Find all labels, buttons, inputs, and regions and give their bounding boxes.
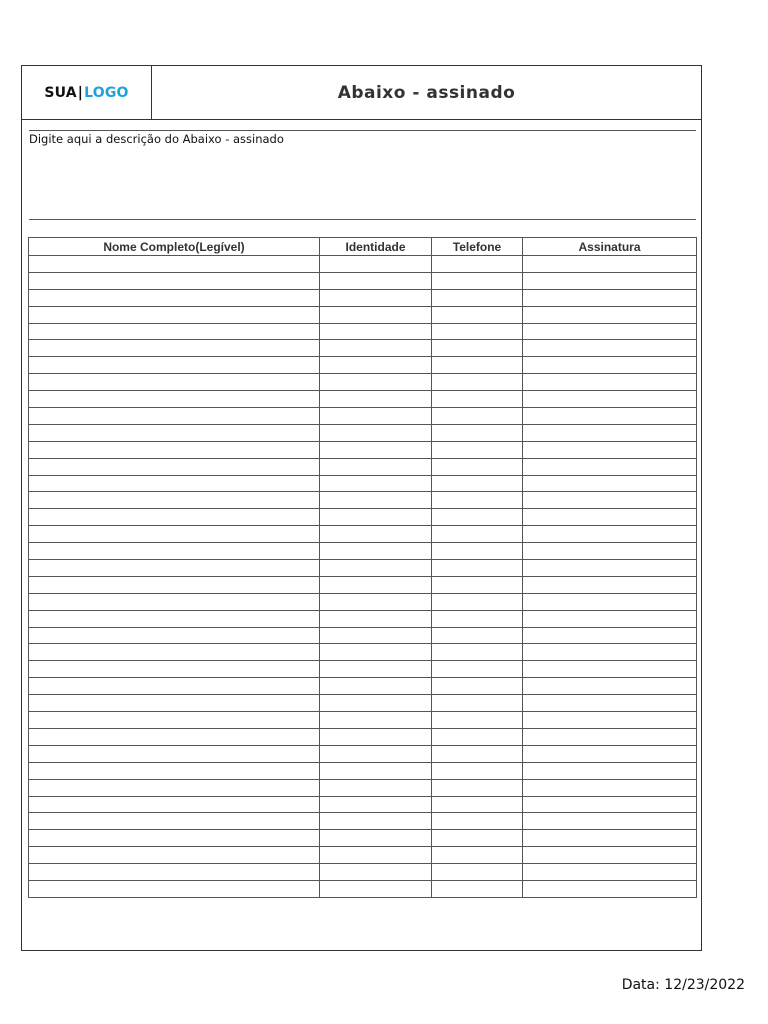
name-cell[interactable]: [29, 728, 320, 745]
description-text: Digite aqui a descrição do Abaixo - assinado: [29, 132, 284, 146]
name-cell[interactable]: [29, 880, 320, 897]
table-row: [29, 745, 697, 762]
table-row: [29, 796, 697, 813]
date-line: [622, 977, 745, 993]
identity-cell[interactable]: [320, 458, 432, 475]
date-value: 12/23/2022: [664, 977, 745, 993]
phone-cell[interactable]: [432, 272, 523, 289]
identity-cell[interactable]: [320, 408, 432, 425]
identity-cell[interactable]: [320, 695, 432, 712]
phone-cell[interactable]: [432, 610, 523, 627]
identity-cell[interactable]: [320, 593, 432, 610]
name-cell[interactable]: [29, 779, 320, 796]
name-cell[interactable]: [29, 408, 320, 425]
identity-cell[interactable]: [320, 492, 432, 509]
table-row: [29, 289, 697, 306]
table-row: [29, 408, 697, 425]
phone-cell[interactable]: [432, 374, 523, 391]
identity-cell[interactable]: [320, 526, 432, 543]
name-cell[interactable]: [29, 509, 320, 526]
table-row: [29, 830, 697, 847]
signature-cell[interactable]: [523, 847, 697, 864]
header-nome-completo: Nome Completo(Legível): [29, 238, 320, 256]
phone-cell[interactable]: [432, 492, 523, 509]
table-row: [29, 475, 697, 492]
identity-cell[interactable]: [320, 678, 432, 695]
table-row: [29, 661, 697, 678]
name-cell[interactable]: [29, 340, 320, 357]
table-header-row: [29, 238, 697, 256]
table-row: [29, 593, 697, 610]
phone-cell[interactable]: [432, 864, 523, 881]
phone-cell[interactable]: [432, 543, 523, 560]
name-cell[interactable]: [29, 374, 320, 391]
table-row: [29, 509, 697, 526]
table-row: [29, 712, 697, 729]
identity-cell[interactable]: [320, 627, 432, 644]
phone-cell[interactable]: [432, 340, 523, 357]
table-row: [29, 864, 697, 881]
identity-cell[interactable]: [320, 424, 432, 441]
logo-separator: |: [77, 84, 84, 101]
table-row: [29, 492, 697, 509]
identity-cell[interactable]: [320, 847, 432, 864]
table-row: [29, 340, 697, 357]
identity-cell[interactable]: [320, 543, 432, 560]
name-cell[interactable]: [29, 847, 320, 864]
identity-cell[interactable]: [320, 864, 432, 881]
identity-cell[interactable]: [320, 306, 432, 323]
identity-cell[interactable]: [320, 661, 432, 678]
name-cell[interactable]: [29, 745, 320, 762]
name-cell[interactable]: [29, 813, 320, 830]
table-row: [29, 357, 697, 374]
name-cell[interactable]: [29, 526, 320, 543]
signature-cell[interactable]: [523, 289, 697, 306]
identity-cell[interactable]: [320, 391, 432, 408]
phone-cell[interactable]: [432, 762, 523, 779]
table-row: [29, 306, 697, 323]
name-cell[interactable]: [29, 864, 320, 881]
name-cell[interactable]: [29, 830, 320, 847]
name-cell[interactable]: [29, 627, 320, 644]
phone-cell[interactable]: [432, 728, 523, 745]
name-cell[interactable]: [29, 272, 320, 289]
table-body: [29, 256, 697, 898]
table-row: [29, 576, 697, 593]
identity-cell[interactable]: [320, 340, 432, 357]
name-cell[interactable]: [29, 678, 320, 695]
table-row: [29, 847, 697, 864]
table-row: [29, 323, 697, 340]
signature-cell[interactable]: [523, 272, 697, 289]
phone-cell[interactable]: [432, 424, 523, 441]
signature-cell[interactable]: [523, 779, 697, 796]
identity-cell[interactable]: [320, 712, 432, 729]
table-row: [29, 543, 697, 560]
table-row: [29, 813, 697, 830]
signature-cell[interactable]: [523, 458, 697, 475]
header-assinatura: Assinatura: [523, 238, 697, 256]
phone-cell[interactable]: [432, 661, 523, 678]
identity-cell[interactable]: [320, 610, 432, 627]
name-cell[interactable]: [29, 593, 320, 610]
header-telefone: Telefone: [432, 238, 523, 256]
identity-cell[interactable]: [320, 762, 432, 779]
identity-cell[interactable]: [320, 357, 432, 374]
table-row: [29, 424, 697, 441]
signature-cell[interactable]: [523, 576, 697, 593]
identity-cell[interactable]: [320, 796, 432, 813]
identity-cell[interactable]: [320, 728, 432, 745]
identity-cell[interactable]: [320, 880, 432, 897]
table-row: [29, 678, 697, 695]
signature-table: [28, 237, 697, 898]
signature-cell[interactable]: [523, 593, 697, 610]
phone-cell[interactable]: [432, 830, 523, 847]
identity-cell[interactable]: [320, 830, 432, 847]
phone-cell[interactable]: [432, 796, 523, 813]
header-identidade: Identidade: [320, 238, 432, 256]
signature-cell[interactable]: [523, 357, 697, 374]
phone-cell[interactable]: [432, 880, 523, 897]
name-cell[interactable]: [29, 357, 320, 374]
signature-cell[interactable]: [523, 340, 697, 357]
signature-cell[interactable]: [523, 492, 697, 509]
phone-cell[interactable]: [432, 475, 523, 492]
signature-cell[interactable]: [523, 627, 697, 644]
phone-cell[interactable]: [432, 695, 523, 712]
name-cell[interactable]: [29, 492, 320, 509]
phone-cell[interactable]: [432, 509, 523, 526]
name-cell[interactable]: [29, 610, 320, 627]
name-cell[interactable]: [29, 306, 320, 323]
name-cell[interactable]: [29, 560, 320, 577]
table-row: [29, 560, 697, 577]
phone-cell[interactable]: [432, 813, 523, 830]
identity-cell[interactable]: [320, 374, 432, 391]
phone-cell[interactable]: [432, 256, 523, 273]
identity-cell[interactable]: [320, 289, 432, 306]
signature-cell[interactable]: [523, 880, 697, 897]
name-cell[interactable]: [29, 458, 320, 475]
name-cell[interactable]: [29, 475, 320, 492]
table-row: [29, 644, 697, 661]
phone-cell[interactable]: [432, 678, 523, 695]
identity-cell[interactable]: [320, 745, 432, 762]
phone-cell[interactable]: [432, 357, 523, 374]
table-row: [29, 880, 697, 897]
signature-cell[interactable]: [523, 728, 697, 745]
name-cell[interactable]: [29, 661, 320, 678]
identity-cell[interactable]: [320, 813, 432, 830]
signature-cell[interactable]: [523, 408, 697, 425]
identity-cell[interactable]: [320, 475, 432, 492]
table-row: [29, 762, 697, 779]
name-cell[interactable]: [29, 644, 320, 661]
phone-cell[interactable]: [432, 306, 523, 323]
phone-cell[interactable]: [432, 593, 523, 610]
table-row: [29, 391, 697, 408]
table-row: [29, 441, 697, 458]
name-cell[interactable]: [29, 289, 320, 306]
page-title: Abaixo - assinado: [337, 82, 516, 103]
signature-cell[interactable]: [523, 695, 697, 712]
phone-cell[interactable]: [432, 458, 523, 475]
table-row: [29, 695, 697, 712]
signature-cell[interactable]: [523, 256, 697, 273]
phone-cell[interactable]: [432, 323, 523, 340]
table-row: [29, 458, 697, 475]
signature-cell[interactable]: [523, 323, 697, 340]
signature-cell[interactable]: [523, 441, 697, 458]
signature-cell[interactable]: [523, 424, 697, 441]
identity-cell[interactable]: [320, 323, 432, 340]
signature-cell[interactable]: [523, 830, 697, 847]
phone-cell[interactable]: [432, 391, 523, 408]
identity-cell[interactable]: [320, 560, 432, 577]
phone-cell[interactable]: [432, 627, 523, 644]
identity-cell[interactable]: [320, 509, 432, 526]
signature-cell[interactable]: [523, 475, 697, 492]
date-label: Data:: [621, 977, 660, 993]
logo-text-logo: LOGO: [84, 84, 129, 101]
signature-cell[interactable]: [523, 813, 697, 830]
name-cell[interactable]: [29, 762, 320, 779]
table-row: [29, 374, 697, 391]
logo-text-sua: SUA: [44, 84, 77, 101]
name-cell[interactable]: [29, 576, 320, 593]
name-cell[interactable]: [29, 796, 320, 813]
signature-cell[interactable]: [523, 678, 697, 695]
form-header: [22, 66, 701, 120]
table-row: [29, 256, 697, 273]
table-row: [29, 627, 697, 644]
signature-cell[interactable]: [523, 644, 697, 661]
phone-cell[interactable]: [432, 745, 523, 762]
name-cell[interactable]: [29, 441, 320, 458]
identity-cell[interactable]: [320, 576, 432, 593]
table-row: [29, 779, 697, 796]
signature-cell[interactable]: [523, 391, 697, 408]
signature-cell[interactable]: [523, 374, 697, 391]
signature-cell[interactable]: [523, 306, 697, 323]
phone-cell[interactable]: [432, 441, 523, 458]
name-cell[interactable]: [29, 543, 320, 560]
identity-cell[interactable]: [320, 644, 432, 661]
name-cell[interactable]: [29, 391, 320, 408]
phone-cell[interactable]: [432, 644, 523, 661]
signature-cell[interactable]: [523, 712, 697, 729]
description-area[interactable]: [29, 130, 696, 220]
signature-cell[interactable]: [523, 560, 697, 577]
name-cell[interactable]: [29, 256, 320, 273]
name-cell[interactable]: [29, 712, 320, 729]
identity-cell[interactable]: [320, 779, 432, 796]
signature-cell[interactable]: [523, 762, 697, 779]
signature-cell[interactable]: [523, 610, 697, 627]
phone-cell[interactable]: [432, 847, 523, 864]
signature-cell[interactable]: [523, 745, 697, 762]
identity-cell[interactable]: [320, 441, 432, 458]
logo: [22, 66, 152, 119]
signature-cell[interactable]: [523, 661, 697, 678]
phone-cell[interactable]: [432, 408, 523, 425]
phone-cell[interactable]: [432, 576, 523, 593]
name-cell[interactable]: [29, 424, 320, 441]
identity-cell[interactable]: [320, 272, 432, 289]
phone-cell[interactable]: [432, 289, 523, 306]
signature-cell[interactable]: [523, 864, 697, 881]
table-row: [29, 728, 697, 745]
phone-cell[interactable]: [432, 712, 523, 729]
phone-cell[interactable]: [432, 779, 523, 796]
signature-cell[interactable]: [523, 526, 697, 543]
name-cell[interactable]: [29, 695, 320, 712]
table-row: [29, 272, 697, 289]
table-row: [29, 610, 697, 627]
signature-cell[interactable]: [523, 543, 697, 560]
signature-cell[interactable]: [523, 796, 697, 813]
form-frame: [21, 65, 702, 951]
name-cell[interactable]: [29, 323, 320, 340]
phone-cell[interactable]: [432, 560, 523, 577]
identity-cell[interactable]: [320, 256, 432, 273]
table-row: [29, 526, 697, 543]
signature-cell[interactable]: [523, 509, 697, 526]
phone-cell[interactable]: [432, 526, 523, 543]
